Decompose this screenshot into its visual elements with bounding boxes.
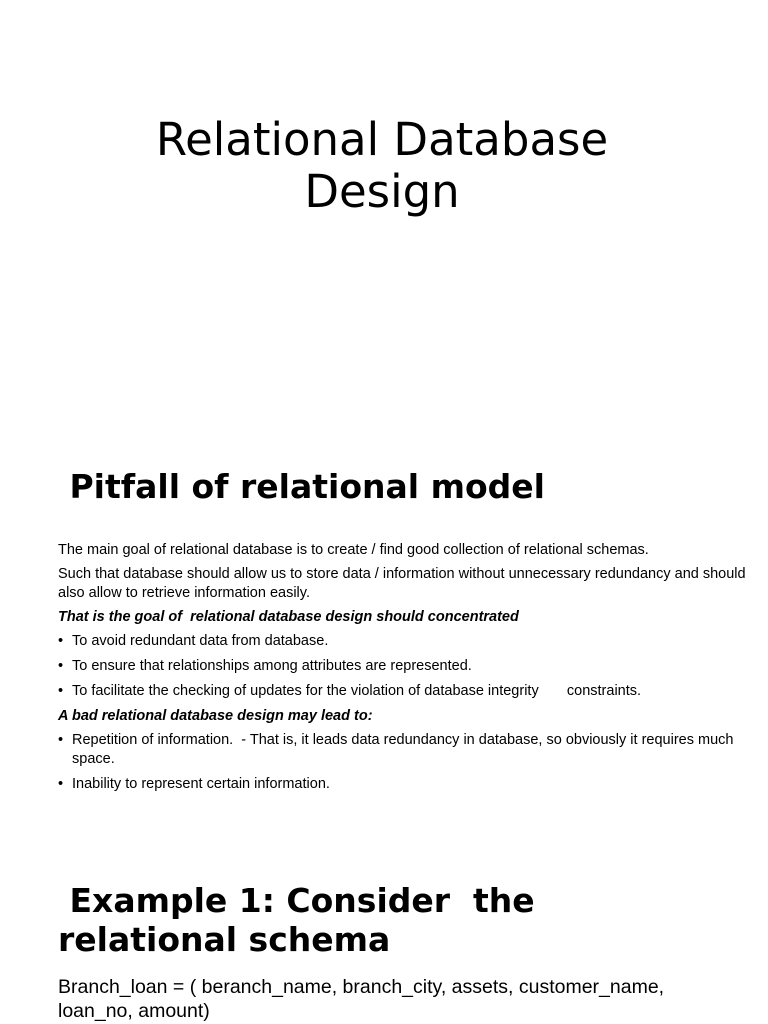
list-item-text: Inability to represent certain information. [72, 776, 330, 792]
bad-design-heading: A bad relational database design may lead to: [58, 708, 373, 724]
bad-design-list [58, 731, 758, 794]
goal-heading: That is the goal of relational database design should concentrated [58, 609, 519, 625]
list-item [58, 682, 758, 701]
intro-paragraph: The main goal of relational database is to create / find good collection of relational schemas. [58, 542, 649, 558]
list-item [58, 731, 758, 769]
list-item [58, 775, 758, 794]
bullet-icon: • [58, 633, 64, 649]
bullet-icon: • [58, 776, 64, 792]
example-heading-line1: Example 1: Consider the [58, 881, 535, 920]
slide-title-line1: Relational Database [155, 113, 609, 166]
list-item-text: Repetition of information. - That is, it leads data redundancy in database, so obviously it requires much space. [72, 732, 738, 767]
bullet-icon: • [58, 683, 64, 699]
slide-title-line2: Design [304, 165, 460, 218]
bullet-icon: • [58, 658, 64, 674]
goal-list [58, 632, 758, 701]
list-item [58, 657, 758, 676]
schema-definition: Branch_loan = ( beranch_name, branch_city, assets, customer_name, loan_no, amount) [58, 976, 665, 1022]
list-item-text: To avoid redundant data from database. [72, 633, 329, 649]
section-heading-example [58, 881, 535, 959]
list-item-text: To ensure that relationships among attributes are represented. [72, 658, 472, 674]
list-item [58, 632, 758, 651]
intro-paragraph: Such that database should allow us to store data / information without unnecessary redundancy and should also allow to retrieve information easily. [58, 566, 750, 601]
slide-title [60, 114, 704, 218]
bullet-icon: • [58, 732, 64, 748]
section-heading-pitfall: Pitfall of relational model [58, 467, 545, 506]
pitfall-body [58, 541, 758, 800]
list-item-text: To facilitate the checking of updates for the violation of database integrity constraints. [72, 683, 642, 699]
example-heading-line2: relational schema [58, 920, 391, 959]
